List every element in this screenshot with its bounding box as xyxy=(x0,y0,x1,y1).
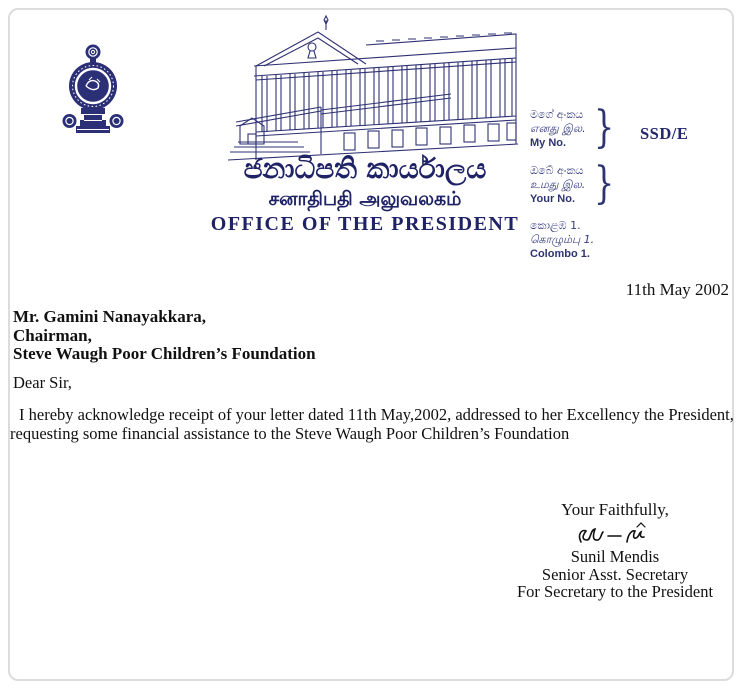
recipient-block xyxy=(13,308,316,364)
presidential-secretariat-drawing-icon xyxy=(226,14,521,162)
signer-name: Sunil Mendis xyxy=(570,547,660,566)
my-no-value: SSD/E xyxy=(640,124,689,143)
office-title-tamil: சனாதிபதி அலுவலகம் xyxy=(268,188,462,210)
place-labels xyxy=(530,219,594,261)
sri-lanka-emblem-icon xyxy=(62,42,124,138)
recipient-role: Chairman, xyxy=(13,325,92,345)
handwritten-signature-icon xyxy=(462,521,741,548)
office-title-sinhala: ජනාධිපති කාර්යාලය xyxy=(243,152,487,185)
letter-date: 11th May 2002 xyxy=(625,280,729,299)
your-no-english: Your No. xyxy=(530,193,576,205)
my-no-brace: } xyxy=(594,102,615,153)
signer-for-line: For Secretary to the President xyxy=(516,582,714,601)
your-no-labels xyxy=(530,164,585,206)
office-title-english: OFFICE OF THE PRESIDENT xyxy=(210,213,520,235)
my-no-english: My No. xyxy=(530,137,567,149)
your-no-brace: } xyxy=(594,158,615,209)
my-no-sinhala: මගේ අංකය xyxy=(530,108,584,121)
my-no-tamil: எனது இல. xyxy=(530,122,586,135)
your-no-tamil: உமது இல. xyxy=(530,178,586,191)
place-english: Colombo 1. xyxy=(530,248,590,260)
place-sinhala: කොළඹ 1. xyxy=(530,219,581,232)
signer-title: Senior Asst. Secretary xyxy=(541,564,689,584)
recipient-name: Mr. Gamini Nanayakkara, xyxy=(13,307,207,326)
closing-block xyxy=(462,500,741,601)
my-no-labels xyxy=(530,108,586,150)
recipient-org: Steve Waugh Poor Children’s Foundation xyxy=(13,344,316,363)
letterhead-titles xyxy=(200,150,530,237)
closing-phrase: Your Faithfully, xyxy=(561,500,669,519)
salutation: Dear Sir, xyxy=(13,373,72,392)
your-no-sinhala: ඔබේ අංකය xyxy=(530,164,584,177)
place-tamil: கொழும்பு 1. xyxy=(530,233,595,246)
letter-body: I hereby acknowledge receipt of your letter dated 11th May,2002, addressed to her Excellency the President, requesting some financial assistance to the Steve Waugh Poor Children’s Foundation xyxy=(10,405,734,443)
